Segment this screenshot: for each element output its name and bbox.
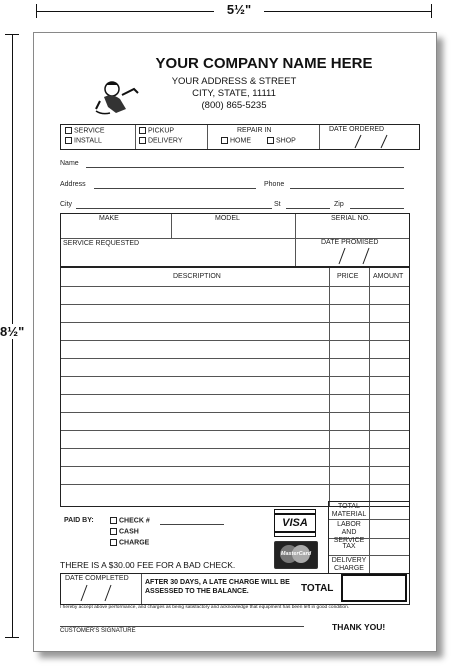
- width-dimension: [36, 2, 432, 20]
- city-field[interactable]: [76, 200, 272, 209]
- signature-field[interactable]: [60, 618, 304, 627]
- bad-check-notice: THERE IS A $30.00 FEE FOR A BAD CHECK.: [60, 560, 236, 570]
- service-checkbox[interactable]: SERVICE: [65, 127, 105, 134]
- phone-field[interactable]: [290, 180, 404, 189]
- tax-label: TAX: [342, 543, 356, 550]
- zip-field[interactable]: [350, 200, 404, 209]
- date-ordered-label: DATE ORDERED: [329, 126, 385, 133]
- visa-card-icon: VISA: [274, 509, 316, 537]
- completed-slashes: [67, 584, 137, 602]
- repair-in-label: REPAIR IN: [237, 127, 272, 134]
- install-checkbox[interactable]: INSTALL: [65, 137, 102, 144]
- total-label: TOTAL: [301, 583, 334, 594]
- acceptance-statement: I hereby accept above performance, and charges as being satisfactory and acknowledge that equipment has been left in good condition.: [60, 605, 350, 610]
- description-header: DESCRIPTION: [173, 273, 221, 280]
- total-material-label: TOTAL MATERIAL: [331, 503, 367, 518]
- height-label: 8½": [0, 324, 36, 339]
- delivery-checkbox[interactable]: DELIVERY: [139, 137, 183, 144]
- equipment-box: [60, 213, 410, 267]
- company-city: CITY, STATE, 11111: [192, 88, 276, 99]
- make-label: MAKE: [99, 215, 119, 222]
- service-requested-label: SERVICE REQUESTED: [63, 240, 140, 247]
- company-name: YOUR COMPANY NAME HERE: [155, 55, 373, 72]
- address-label: Address: [60, 181, 86, 188]
- st-label: St: [274, 201, 281, 208]
- date-promised-label: DATE PROMISED: [321, 239, 379, 246]
- city-label: City: [60, 201, 73, 208]
- home-checkbox[interactable]: HOME: [221, 137, 251, 144]
- totals-box: [328, 501, 410, 574]
- total-amount-field[interactable]: [341, 574, 407, 602]
- width-label: 5½": [214, 2, 264, 17]
- completion-box: [60, 573, 410, 605]
- price-header: PRICE: [337, 273, 359, 280]
- check-checkbox[interactable]: CHECK #: [110, 517, 150, 524]
- paid-by-label: PAID BY:: [64, 517, 94, 524]
- amount-header: AMOUNT: [373, 273, 404, 280]
- company-phone: (800) 865-5235: [201, 100, 267, 111]
- cash-checkbox[interactable]: CASH: [110, 528, 139, 535]
- mastercard-icon: MasterCard: [274, 541, 318, 569]
- order-type-box: [60, 124, 420, 150]
- height-dimension: [2, 34, 24, 638]
- description-table: [60, 267, 410, 507]
- phone-label: Phone: [264, 181, 285, 188]
- name-label: Name: [60, 160, 79, 167]
- address-field[interactable]: [94, 180, 256, 189]
- st-field[interactable]: [286, 200, 330, 209]
- date-completed-label: DATE COMPLETED: [65, 575, 129, 582]
- zip-label: Zip: [334, 201, 344, 208]
- date-slashes: [341, 134, 401, 149]
- delivery-charge-label: DELIVERY CHARGE: [331, 557, 367, 572]
- service-form-sheet: [33, 32, 437, 652]
- signature-label: CUSTOMER'S SIGNATURE: [60, 628, 136, 634]
- pickup-checkbox[interactable]: PICKUP: [139, 127, 174, 134]
- thank-you-text: THANK YOU!: [332, 622, 386, 632]
- shop-checkbox[interactable]: SHOP: [267, 137, 296, 144]
- name-field[interactable]: [86, 159, 404, 168]
- late-charge-notice: AFTER 30 DAYS, A LATE CHARGE WILL BE ASSESSED TO THE BALANCE.: [145, 579, 290, 595]
- company-address: YOUR ADDRESS & STREET: [171, 76, 297, 87]
- mechanic-logo-icon: [92, 77, 144, 117]
- promised-slashes: [319, 247, 389, 265]
- charge-checkbox[interactable]: CHARGE: [110, 539, 149, 546]
- serial-label: SERIAL NO.: [331, 215, 371, 222]
- labor-service-label: LABOR AND SERVICE: [333, 521, 365, 544]
- check-number-field[interactable]: [160, 516, 224, 525]
- model-label: MODEL: [215, 215, 240, 222]
